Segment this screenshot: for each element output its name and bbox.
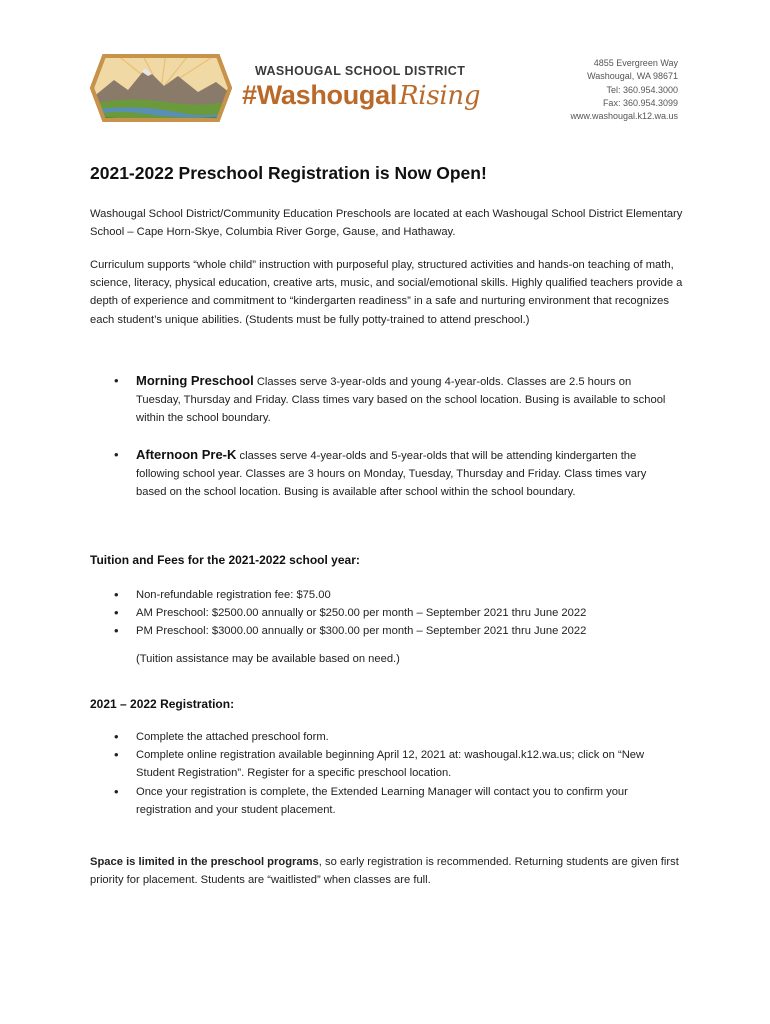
district-name: WASHOUGAL SCHOOL DISTRICT — [255, 64, 466, 78]
program-name: Morning Preschool — [136, 373, 254, 388]
program-list — [112, 372, 677, 501]
list-item: • PM Preschool: $3000.00 annually or $300.00 per month – September 2021 thru June 2022 — [112, 622, 677, 640]
list-item: • AM Preschool: $2500.00 annually or $250.00 per month – September 2021 thru June 2022 — [112, 604, 677, 622]
closing-text: , so early registration is recommended. Returning students are given first priority for placement. Students are “waitlisted” when classes are full. — [90, 856, 679, 887]
page-title: 2021-2022 Preschool Registration is Now Open! — [90, 163, 487, 183]
list-item — [112, 372, 677, 428]
program-name: Afternoon Pre-K — [136, 446, 237, 462]
tagline — [242, 80, 480, 111]
address-city: Washougal, WA 98671 — [587, 71, 678, 82]
address-street: 4855 Evergreen Way — [593, 58, 678, 68]
contact-address-block — [570, 57, 678, 123]
address-website: www.washougal.k12.wa.us — [570, 111, 678, 122]
tuition-note: (Tuition assistance may be available based on need.) — [136, 653, 400, 665]
closing-emphasis: Space is limited in the preschool programs — [90, 856, 319, 868]
registration-list — [112, 728, 677, 819]
list-item: • Complete online registration available beginning April 12, 2021 at: washougal.k12.wa.us; click on “New Student Registration”. Register for a specific preschool location. — [112, 746, 677, 782]
district-logo-icon — [86, 50, 236, 125]
closing-paragraph — [90, 853, 690, 889]
list-item — [112, 446, 677, 502]
list-item: • Complete the attached preschool form. — [112, 728, 677, 746]
registration-heading: 2021 – 2022 Registration: — [90, 697, 235, 711]
program-description: Classes serve 3-year-olds and young 4-year-olds. Classes are 2.5 hours on Tuesday, Thursday and Friday. Class times vary based on the school location. Busing is available to school within the school boundary. — [136, 376, 666, 425]
tuition-heading: Tuition and Fees for the 2021-2022 school year: — [90, 553, 360, 567]
tagline-hash: #Washougal — [242, 80, 398, 110]
curriculum-paragraph: Curriculum supports “whole child” instruction with purposeful play, structured activities and hands-on teaching of math, science, literacy, physical education, creative arts, music, and social/emotional skills. Highly qualified teachers provide a depth of experience and commitment to “kindergarten readiness” in a safe and nurturing environment that recognizes each student’s unique abilities. (Students must be fully potty-trained to attend preschool.) — [90, 259, 683, 326]
intro-paragraph: Washougal School District/Community Education Preschools are located at each Washougal School District Elementary School – Cape Horn-Skye, Columbia River Gorge, Gause, and Hathaway. — [90, 208, 683, 239]
address-phone: Tel: 360.954.3000 — [606, 84, 678, 95]
tuition-list — [112, 586, 677, 641]
program-description: classes serve 4-year-olds and 5-year-olds that will be attending kindergarten the following school year. Classes are 3 hours on Monday, Tuesday, Thursday and Friday. Class times vary based on the school location. Busing is available after school within the school boundary. — [136, 449, 647, 499]
tagline-script: Rising — [399, 81, 481, 111]
list-item: • Non-refundable registration fee: $75.00 — [112, 586, 677, 604]
address-fax: Fax: 360.954.3099 — [602, 97, 678, 108]
list-item: • Once your registration is complete, the Extended Learning Manager will contact you to confirm your registration and your student placement. — [112, 783, 677, 819]
